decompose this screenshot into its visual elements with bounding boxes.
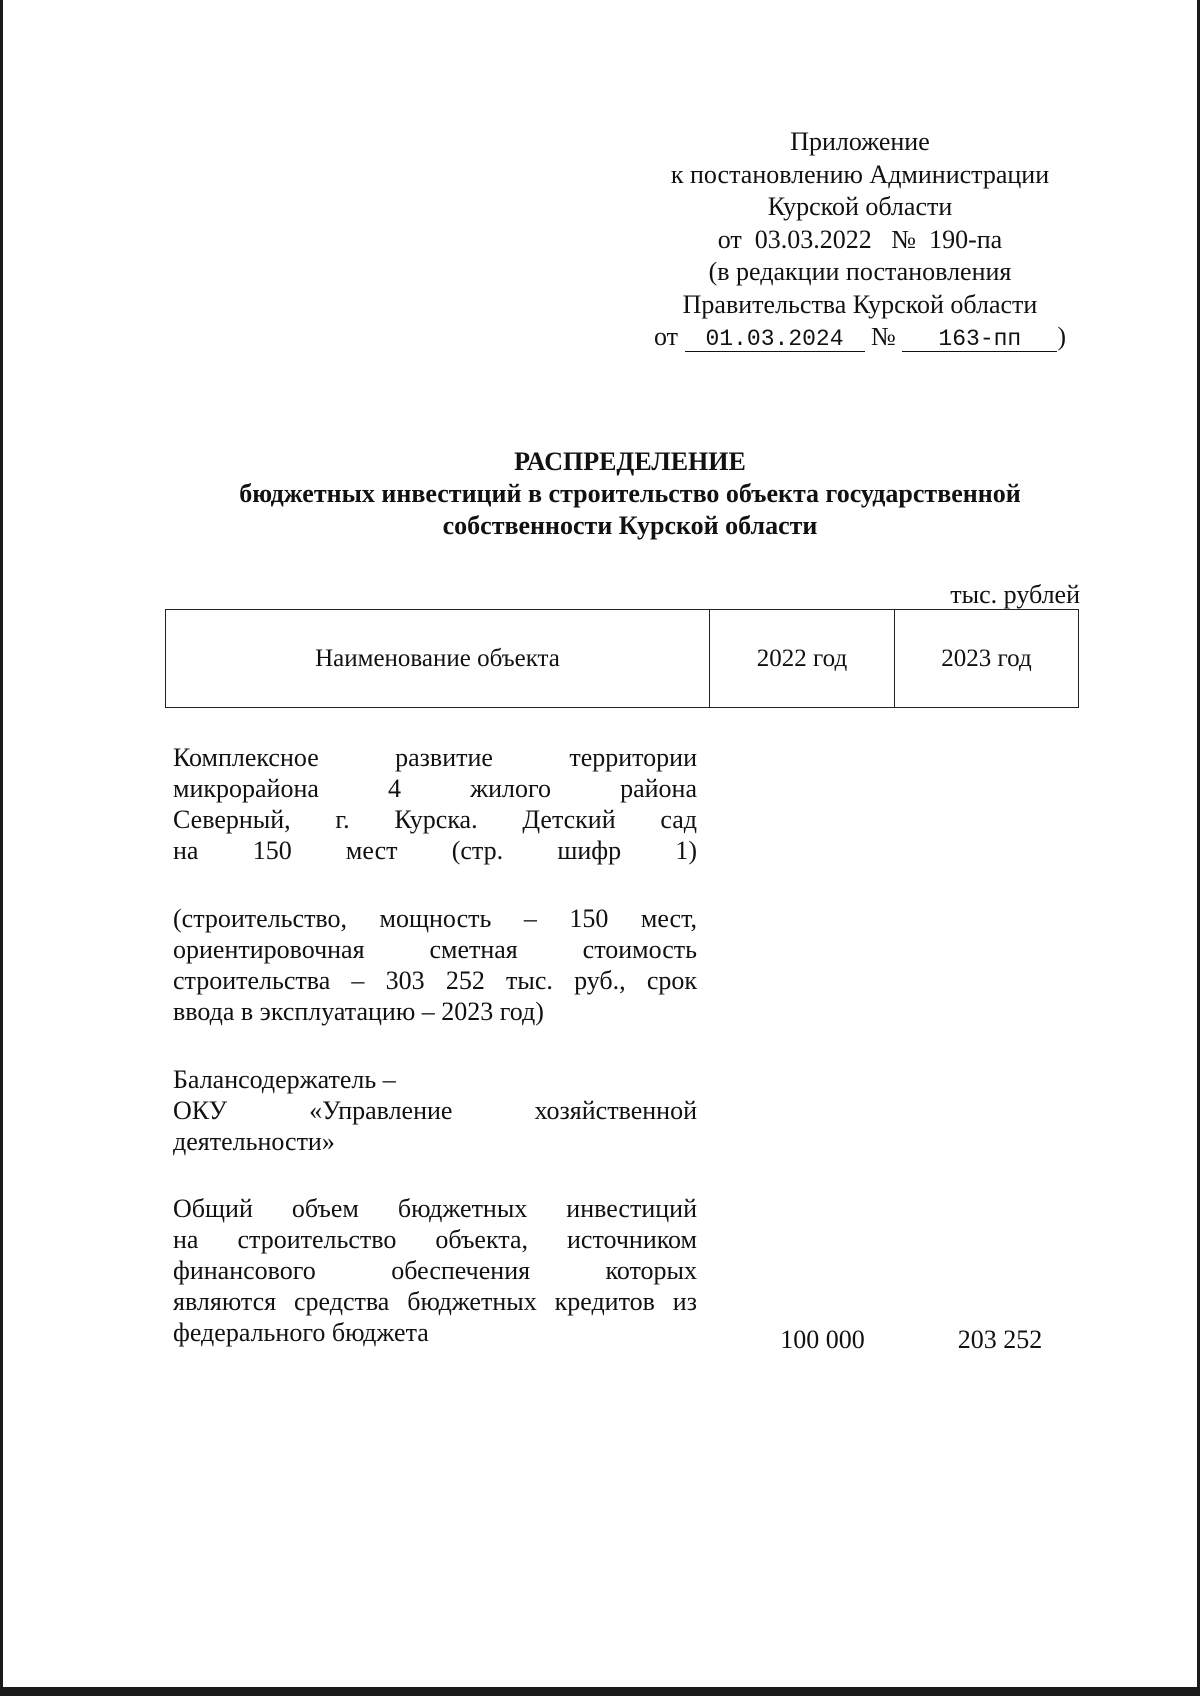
text-line: Общий объем бюджетных инвестиций — [173, 1194, 697, 1223]
object-description — [173, 742, 697, 866]
balance-holder — [173, 1064, 697, 1157]
appendix-line: (в редакции постановления — [708, 257, 1012, 286]
text-line: Комплексное развитие территории — [173, 743, 697, 772]
text-line: ОКУ «Управление хозяйственной — [173, 1096, 697, 1125]
investment-total-description — [173, 1193, 697, 1348]
table-header — [165, 609, 1079, 708]
text-line: строительства – 303 252 тыс. руб., срок — [173, 966, 697, 995]
scan-border-bottom — [0, 1687, 1200, 1696]
amendment-signature-line — [600, 321, 1120, 354]
text-line: ориентировочная сметная стоимость — [173, 935, 697, 964]
header-object-name: Наименование объекта — [166, 610, 710, 707]
sig-close-paren: ) — [1057, 322, 1066, 351]
text-line: финансового обеспечения которых — [173, 1256, 697, 1285]
appendix-line: от 03.03.2022 № 190-па — [717, 224, 1003, 254]
scan-border-left — [0, 0, 3, 1696]
header-year-2022: 2022 год — [710, 610, 895, 707]
document-title — [150, 446, 1110, 542]
text-line: на 150 мест (стр. шифр 1) — [173, 836, 697, 865]
text-line: являются средства бюджетных кредитов из — [173, 1287, 697, 1316]
text-line: Балансодержатель – — [173, 1065, 396, 1094]
unit-label: тыс. рублей — [950, 580, 1080, 609]
amendment-date: 01.03.2024 — [685, 327, 865, 352]
appendix-line: Курской области — [767, 192, 953, 221]
text-line: федерального бюджета — [173, 1318, 429, 1347]
sig-number-sign: № — [871, 322, 896, 351]
header-year-2023: 2023 год — [941, 644, 1032, 672]
sig-prefix: от — [653, 322, 679, 351]
title-heading: РАСПРЕДЕЛЕНИЕ — [514, 447, 746, 476]
text-line: на строительство объекта, источником — [173, 1225, 697, 1254]
value-2022: 100 000 — [780, 1325, 865, 1354]
object-parameters — [173, 903, 697, 1027]
appendix-line: к постановлению Администрации — [670, 159, 1050, 189]
amendment-number: 163-пп — [902, 327, 1057, 352]
text-line: деятельности» — [173, 1127, 335, 1156]
text-line: Северный, г. Курска. Детский сад — [173, 805, 697, 834]
title-subtitle-line: собственности Курской области — [442, 511, 818, 540]
value-2023: 203 252 — [957, 1325, 1043, 1354]
text-line: микрорайона 4 жилого района — [173, 774, 697, 803]
appendix-line: Приложение — [790, 127, 930, 156]
appendix-line: Правительства Курской области — [682, 289, 1038, 319]
title-subtitle-line: бюджетных инвестиций в строительство объекта государственной — [239, 479, 1021, 508]
text-line: (строительство, мощность – 150 мест, — [173, 904, 697, 933]
text-line: ввода в эксплуатацию – 2023 год) — [173, 997, 544, 1026]
appendix-block — [600, 126, 1120, 354]
